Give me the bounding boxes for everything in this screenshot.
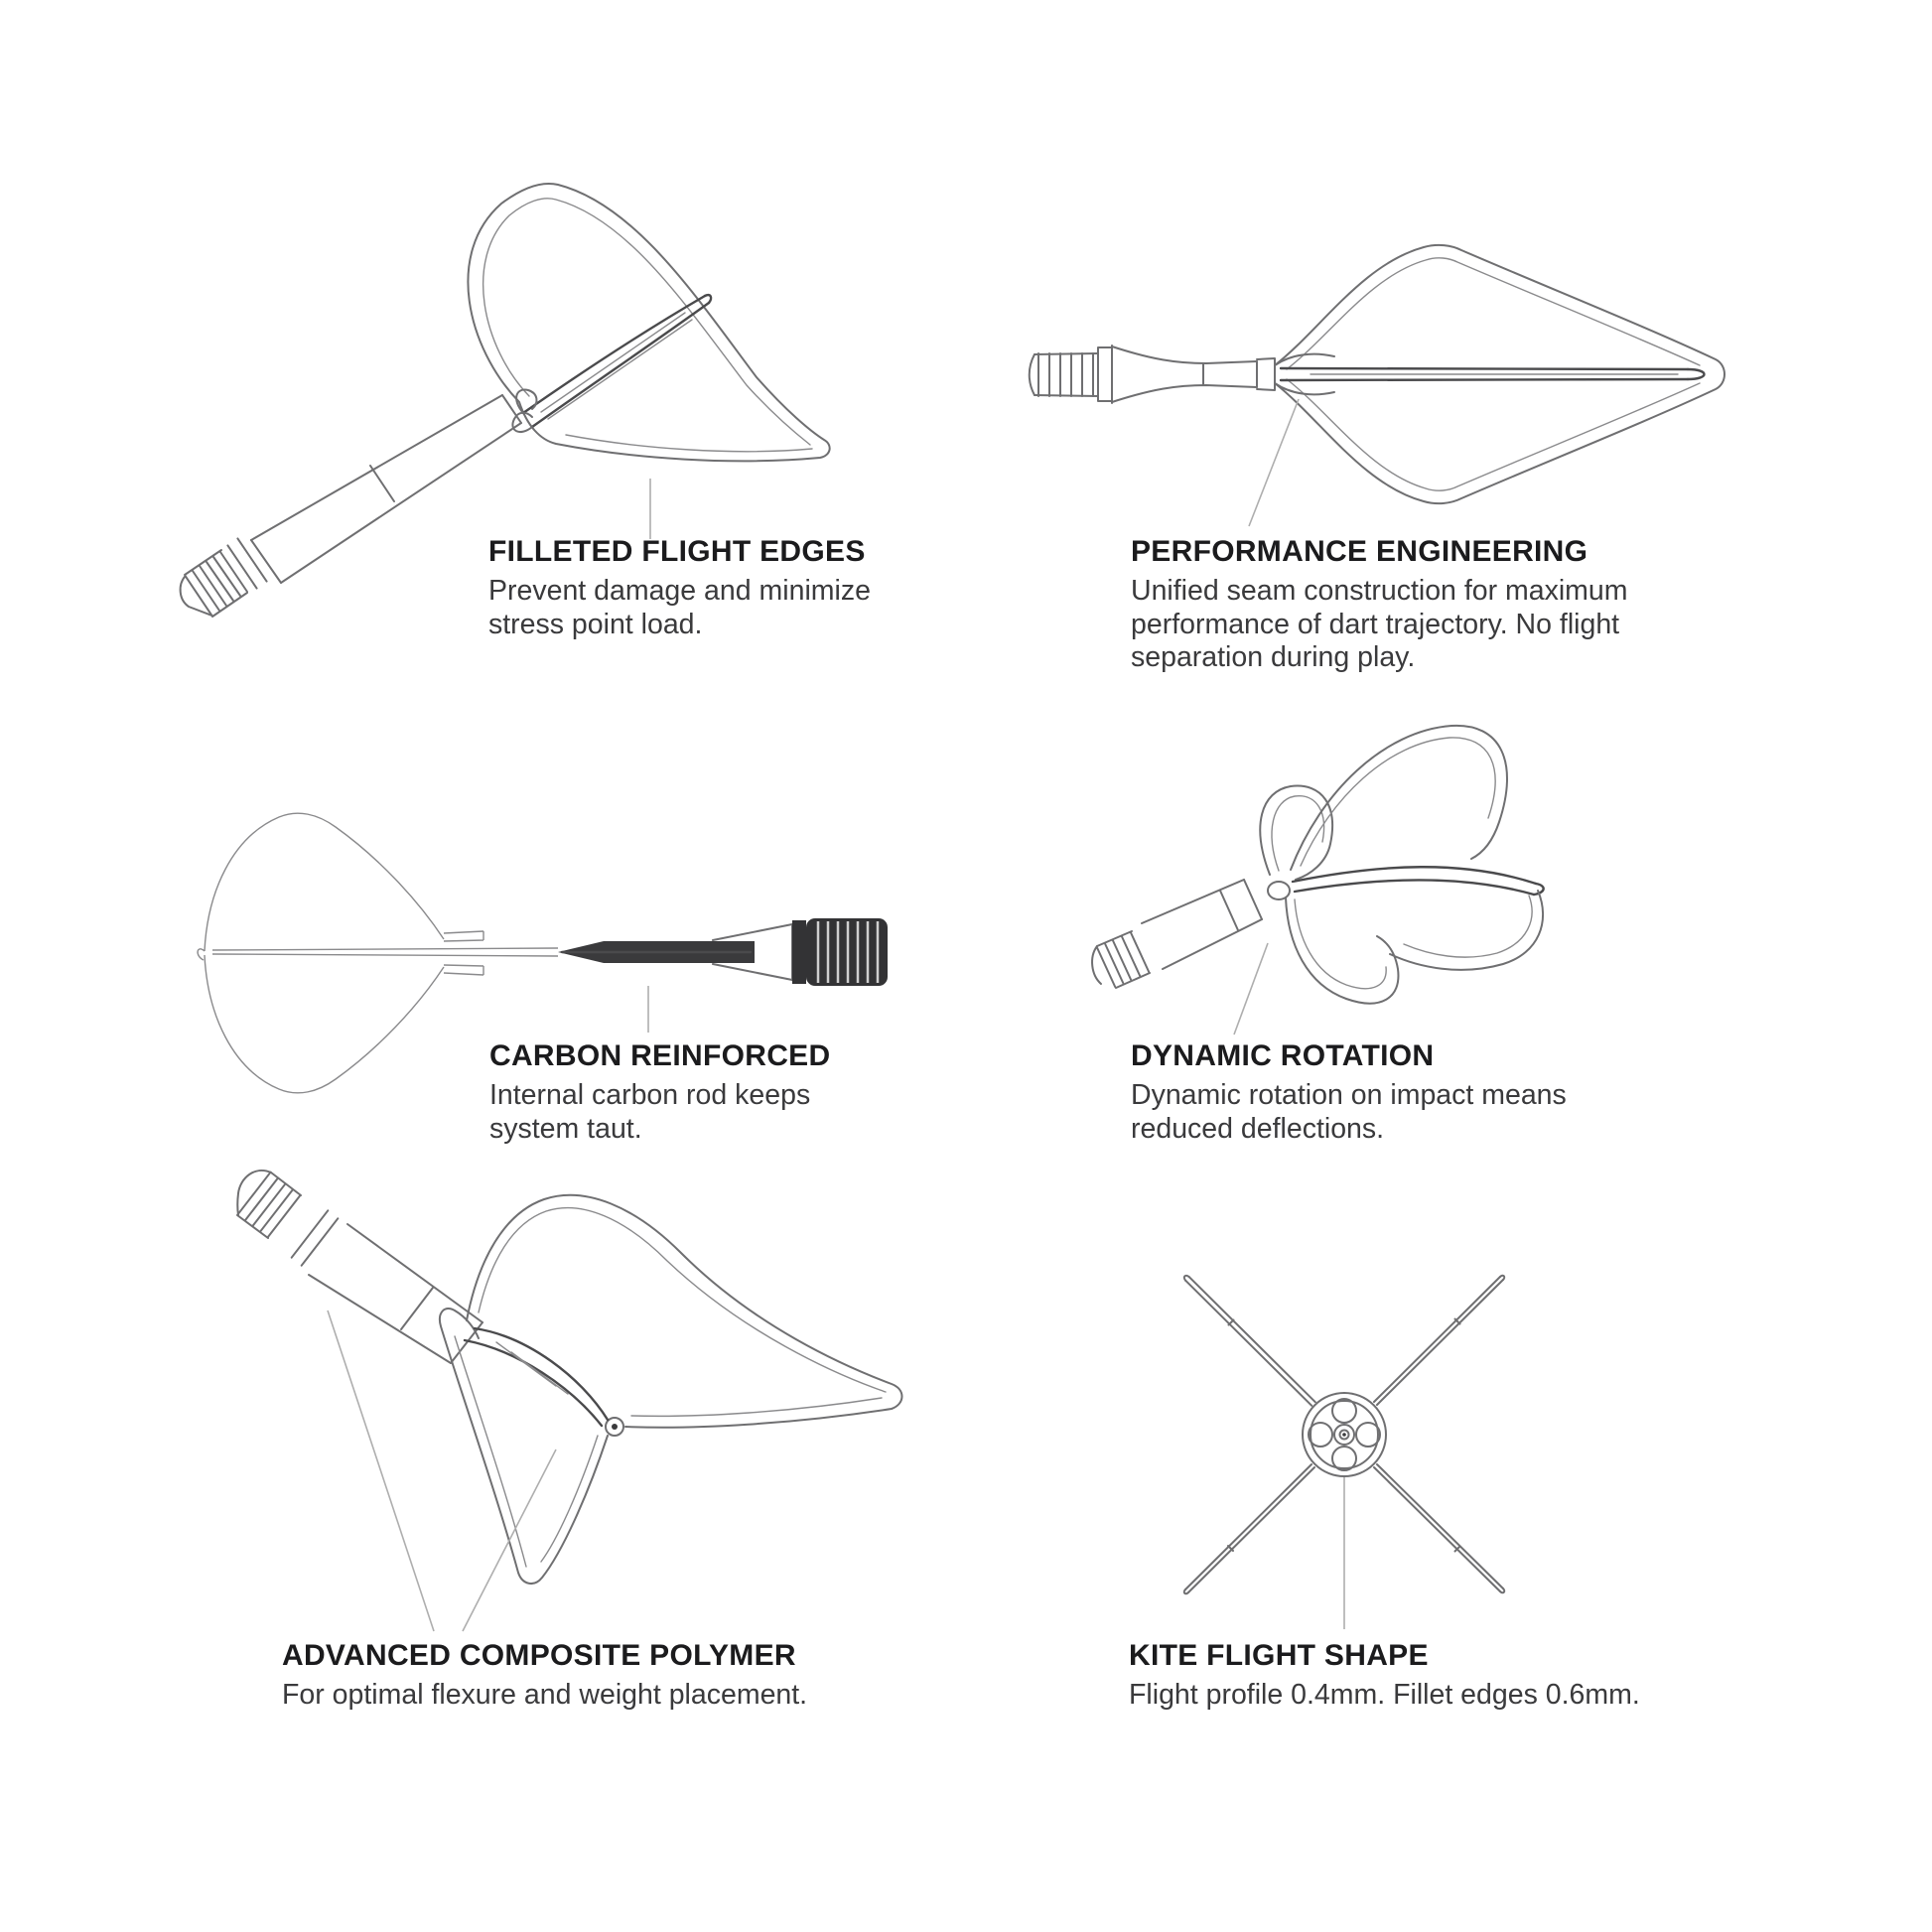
- leader-line-advanced-composite-polymer: [328, 1311, 434, 1631]
- dart-thread-icon: [1030, 345, 1112, 403]
- caption-body-line: Internal carbon rod keeps: [489, 1079, 811, 1111]
- caption-title: ADVANCED COMPOSITE POLYMER: [282, 1639, 796, 1672]
- caption-title: PERFORMANCE ENGINEERING: [1131, 535, 1588, 568]
- caption-title: CARBON REINFORCED: [489, 1039, 831, 1072]
- caption-body-line: stress point load.: [488, 608, 703, 640]
- dart-shaft: [1112, 346, 1275, 402]
- caption-filleted-flight-edges: [488, 534, 871, 641]
- caption-performance-engineering: [1131, 534, 1628, 675]
- caption-body-line: reduced deflections.: [1131, 1112, 1385, 1145]
- caption-title: FILLETED FLIGHT EDGES: [488, 535, 866, 568]
- illustration-performance-engineering: [1030, 245, 1725, 526]
- illustration-advanced-composite-polymer: [237, 1171, 902, 1631]
- caption-body-line: Flight profile 0.4mm. Fillet edges 0.6mm.: [1129, 1679, 1640, 1711]
- flight-spine-blade: [512, 295, 711, 432]
- caption-body-line: performance of dart trajectory. No flight: [1131, 608, 1620, 640]
- dart-shaft: [1142, 880, 1290, 969]
- dart-thread-icon: [181, 538, 267, 617]
- caption-title: DYNAMIC ROTATION: [1131, 1039, 1435, 1072]
- caption-dynamic-rotation: [1131, 1038, 1567, 1146]
- dart-thread-icon: [792, 918, 888, 986]
- dart-shaft: [251, 395, 521, 583]
- flight-spine-blade: [1275, 354, 1705, 395]
- flight-blades: [440, 1195, 902, 1584]
- caption-title: KITE FLIGHT SHAPE: [1129, 1639, 1429, 1672]
- caption-advanced-composite-polymer: [282, 1638, 807, 1713]
- caption-body-line: For optimal flexure and weight placement.: [282, 1679, 808, 1711]
- leader-line-advanced-composite-polymer-2: [463, 1449, 556, 1631]
- caption-carbon-reinforced: [489, 1038, 830, 1146]
- leader-line-dynamic-rotation: [1234, 943, 1268, 1035]
- caption-body-line: Dynamic rotation on impact means: [1131, 1079, 1567, 1111]
- illustration-kite-flight-shape: [1184, 1276, 1504, 1629]
- dart-thread-icon: [1092, 931, 1150, 988]
- carbon-rod: [558, 941, 755, 963]
- dart-thread-icon: [237, 1171, 338, 1266]
- caption-body-line: Prevent damage and minimize: [488, 575, 871, 607]
- caption-body-line: system taut.: [489, 1112, 642, 1145]
- leader-line-performance-engineering: [1249, 399, 1299, 526]
- caption-body-line: separation during play.: [1131, 641, 1416, 673]
- rotating-flight-blades: [1260, 726, 1543, 1004]
- flight-hub: [1303, 1393, 1386, 1476]
- caption-body-line: Unified seam construction for maximum: [1131, 575, 1628, 607]
- illustration-dynamic-rotation: [1092, 726, 1544, 1035]
- kite-flight-outline: [468, 184, 829, 461]
- caption-kite-flight-shape: [1129, 1638, 1640, 1713]
